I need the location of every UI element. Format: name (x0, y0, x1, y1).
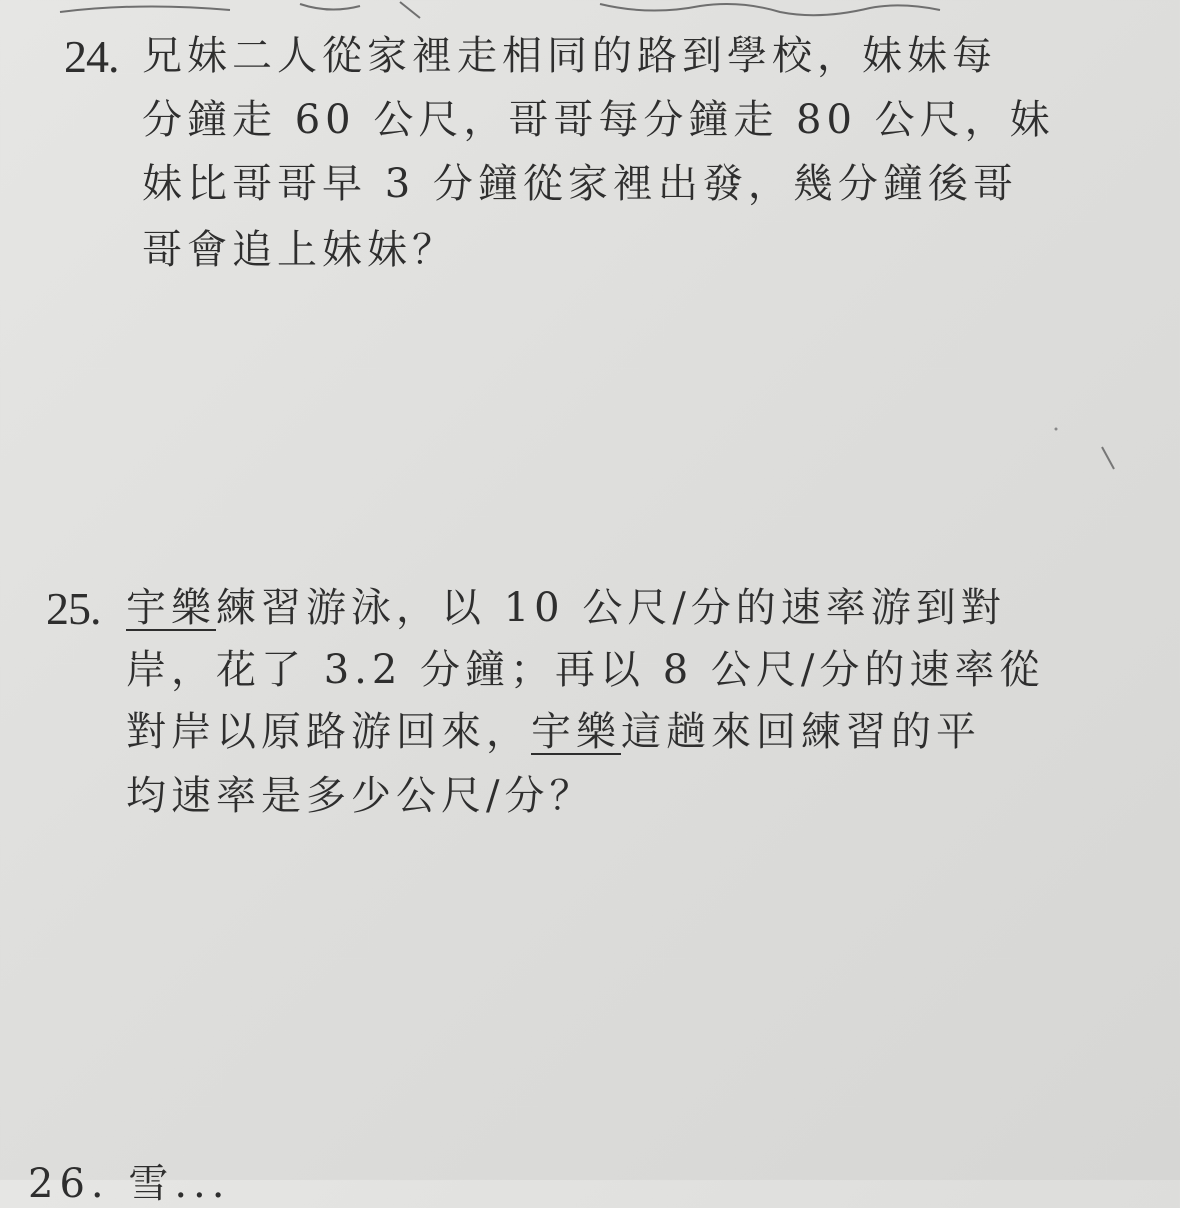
pencil-mark (1100, 445, 1120, 475)
next-question-fragment: 26. 雪... (28, 1161, 231, 1207)
question-text-line: 妹比哥哥早 3 分鐘從家裡出發，幾分鐘後哥 (142, 161, 1018, 207)
question-text: 對岸以原路游回來， (126, 709, 531, 755)
pencil-dot (1052, 425, 1060, 433)
student-name: 宇樂 (126, 585, 216, 631)
question-text-line: 分鐘走 60 公尺，哥哥每分鐘走 80 公尺，妹 (142, 97, 1055, 143)
question-number: 25. (46, 583, 101, 634)
question-text-line: 岸，花了 3.2 分鐘；再以 8 公尺/分的速率從 (126, 647, 1045, 693)
question-text: 這趟來回練習的平 (621, 709, 981, 755)
question-number: 24. (64, 31, 119, 82)
question-text-line: 兄妹二人從家裡走相同的路到學校，妹妹每 (142, 33, 997, 79)
question-text-line (126, 708, 981, 756)
handwritten-marks (0, 0, 1180, 30)
question-text: 練習游泳，以 10 公尺/分的速率游到對 (216, 585, 1006, 631)
question-text-line: 哥會追上妹妹？ (142, 227, 457, 273)
question-text-line: 均速率是多少公尺/分？ (126, 773, 595, 819)
student-name: 宇樂 (531, 709, 621, 755)
question-text-line (126, 584, 1006, 632)
